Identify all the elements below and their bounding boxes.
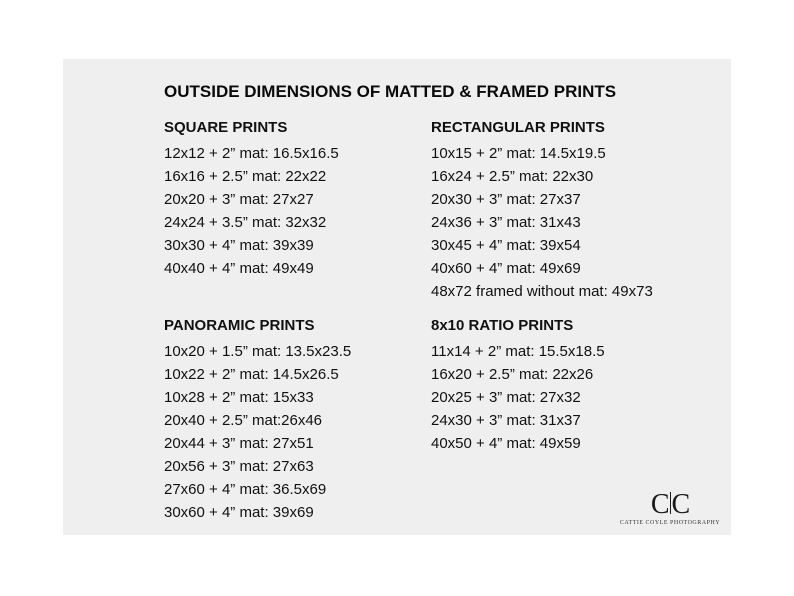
- list-item: 20x44 + 3” mat: 27x51: [164, 435, 314, 452]
- list-item: 24x36 + 3” mat: 31x43: [431, 214, 581, 231]
- monogram-mark: [600, 491, 740, 519]
- list-item: 20x56 + 3” mat: 27x63: [164, 458, 314, 475]
- brand-logo: [600, 491, 740, 526]
- list-item: 16x16 + 2.5” mat: 22x22: [164, 168, 327, 185]
- list-item: 20x40 + 2.5” mat:26x46: [164, 412, 323, 429]
- list-item: 10x22 + 2” mat: 14.5x26.5: [164, 366, 339, 383]
- rectangular-prints-heading: RECTANGULAR PRINTS: [431, 119, 605, 136]
- panoramic-prints-section: [164, 317, 351, 524]
- list-item: 24x30 + 3” mat: 31x37: [431, 412, 581, 429]
- ratio-prints-heading: 8x10 RATIO PRINTS: [431, 317, 574, 334]
- list-item: 16x24 + 2.5” mat: 22x30: [431, 168, 594, 185]
- list-item: 12x12 + 2” mat: 16.5x16.5: [164, 145, 339, 162]
- list-item: 20x25 + 3” mat: 27x32: [431, 389, 581, 406]
- panoramic-prints-heading: PANORAMIC PRINTS: [164, 317, 315, 334]
- page-title: OUTSIDE DIMENSIONS OF MATTED & FRAMED PRINTS: [164, 82, 617, 101]
- list-item: 10x20 + 1.5” mat: 13.5x23.5: [164, 343, 352, 360]
- monogram-letter-right: C: [671, 489, 690, 520]
- list-item: 20x30 + 3” mat: 27x37: [431, 191, 581, 208]
- rectangular-prints-section: [431, 119, 653, 303]
- square-prints-section: [164, 119, 339, 280]
- list-item: 30x30 + 4” mat: 39x39: [164, 237, 314, 254]
- list-item: 48x72 framed without mat: 49x73: [431, 283, 653, 300]
- square-prints-list: [164, 142, 339, 280]
- list-item: 30x45 + 4” mat: 39x54: [431, 237, 581, 254]
- list-item: 10x28 + 2” mat: 15x33: [164, 389, 314, 406]
- list-item: 20x20 + 3” mat: 27x27: [164, 191, 314, 208]
- list-item: 30x60 + 4” mat: 39x69: [164, 504, 314, 521]
- rectangular-prints-list: [431, 142, 653, 303]
- list-item: 10x15 + 2” mat: 14.5x19.5: [431, 145, 606, 162]
- brand-name: CATTIE COYLE PHOTOGRAPHY: [619, 520, 721, 526]
- panoramic-prints-list: [164, 340, 351, 524]
- monogram-letter-left: C: [650, 489, 669, 520]
- list-item: 11x14 + 2” mat: 15.5x18.5: [431, 343, 605, 360]
- list-item: 40x50 + 4” mat: 49x59: [431, 435, 581, 452]
- ratio-prints-list: [431, 340, 605, 455]
- monogram-divider: [670, 492, 671, 514]
- list-item: 16x20 + 2.5” mat: 22x26: [431, 366, 594, 383]
- list-item: 27x60 + 4” mat: 36.5x69: [164, 481, 327, 498]
- list-item: 40x40 + 4” mat: 49x49: [164, 260, 314, 277]
- list-item: 40x60 + 4” mat: 49x69: [431, 260, 581, 277]
- ratio-prints-section: [431, 317, 605, 455]
- list-item: 24x24 + 3.5” mat: 32x32: [164, 214, 327, 231]
- square-prints-heading: SQUARE PRINTS: [164, 119, 288, 136]
